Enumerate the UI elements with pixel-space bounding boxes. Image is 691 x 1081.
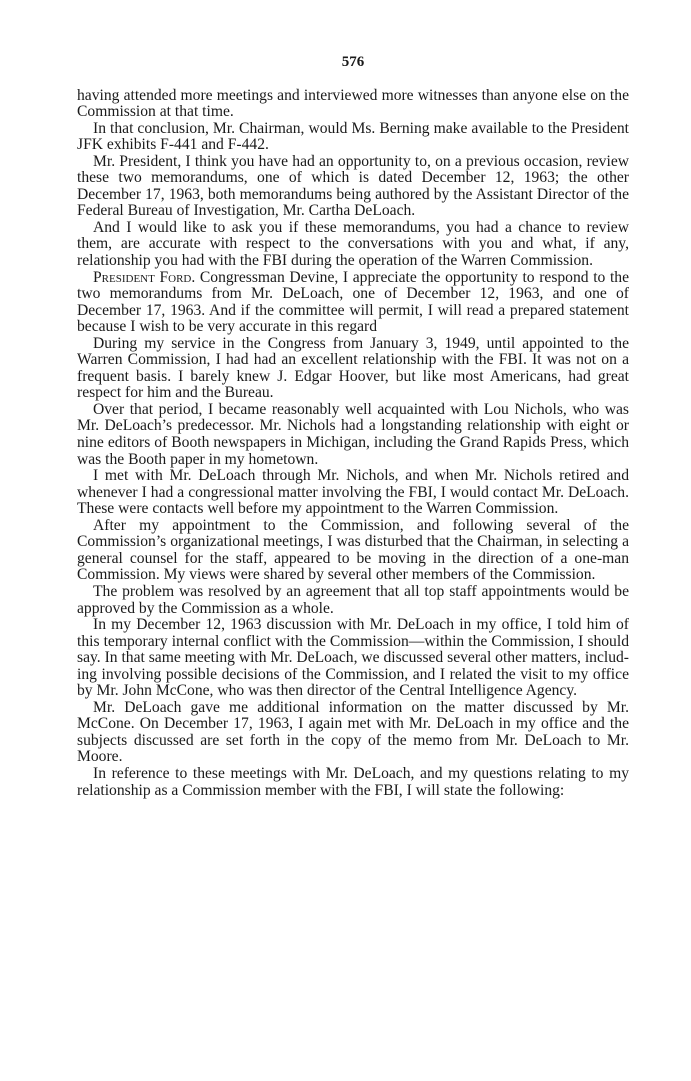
paragraph: In that conclusion, Mr. Chairman, would Ms. Berning make available to the President JFK exhibits F-441 and F-442.: [77, 119, 629, 154]
paragraph: In my December 12, 1963 discussion with Mr. DeLoach in my office, I told him of this temporary internal conflict with the Commission—within the Commission, I should say. In that same meeting with Mr. DeLoach, we discussed several other matters, including involving possible decisions of the Commission, and I related the visit to my office by Mr. John McCone, who was then director of the Central Intelligence Agency.: [77, 616, 629, 700]
paragraph: The problem was resolved by an agreement that all top staff appointments would be approved by the Commission as a whole.: [77, 582, 629, 617]
paragraph-speaker: [77, 270, 629, 336]
paragraph: I met with Mr. DeLoach through Mr. Nichols, and when Mr. Nichols retired and whenever I had a congressional matter involving the FBI, I would contact Mr. DeLoach. These were contacts well before my appointment to the Warren Commission.: [77, 467, 629, 518]
paragraph: During my service in the Congress from January 3, 1949, until appointed to the Warren Commission, I had had an excellent relationship with the FBI. It was not on a frequent basis. I barely knew J. Edgar Hoover, but like most Americans, had great respect for him and the Bureau.: [77, 334, 629, 402]
paragraph: having attended more meetings and interviewed more witnesses than anyone else on the Commission at that time.: [77, 86, 629, 121]
paragraph: Over that period, I became reasonably well acquainted with Lou Nichols, who was Mr. DeLoach’s predecessor. Mr. Nichols had a longstanding relationship with eight or nine editors of Booth newspapers in Michigan, including the Grand Rapids Press, which was the Booth paper in my hometown.: [77, 400, 629, 468]
paragraph: After my appointment to the Commission, and following several of the Commission’s organizational meetings, I was disturbed that the Chairman, in selecting a general counsel for the staff, appeared to be moving in the direction of a one-man Commission. My views were shared by several other members of the Commission.: [77, 516, 629, 584]
speaker-name: President Ford.: [93, 268, 196, 286]
paragraph: In reference to these meetings with Mr. DeLoach, and my questions relating to my relationship as a Commission member with the FBI, I will state the following:: [77, 764, 629, 799]
page-number: 576: [341, 54, 365, 70]
document-page: [77, 54, 629, 799]
speaker-text: Congressman Devine, I appreciate the opportunity to respond to the two memorandums from Mr. DeLoach, one of December 12, 1963, and one of December 17, 1963. And if the committee will permit, I will read a prepared statement because I wish to be very accurate in this regard: [77, 268, 629, 336]
paragraph: And I would like to ask you if these memorandums, you had a chance to review them, are accurate with respect to the conversations with you and what, if any, relationship you had with the FBI during the operation of the Warren Commission.: [77, 218, 629, 270]
paragraph: Mr. DeLoach gave me additional information on the matter discussed by Mr. McCone. On December 17, 1963, I again met with Mr. DeLoach in my office and the subjects discussed are set forth in the copy of the memo from Mr. DeLoach to Mr. Moore.: [77, 698, 629, 766]
paragraph: Mr. President, I think you have had an opportunity to, on a previous occasion, review these two memorandums, one of which is dated December 12, 1963; the other December 17, 1963, both memorandums being authored by the Assistant Director of the Federal Bureau of Investigation, Mr. Cartha DeLoach.: [77, 152, 629, 220]
